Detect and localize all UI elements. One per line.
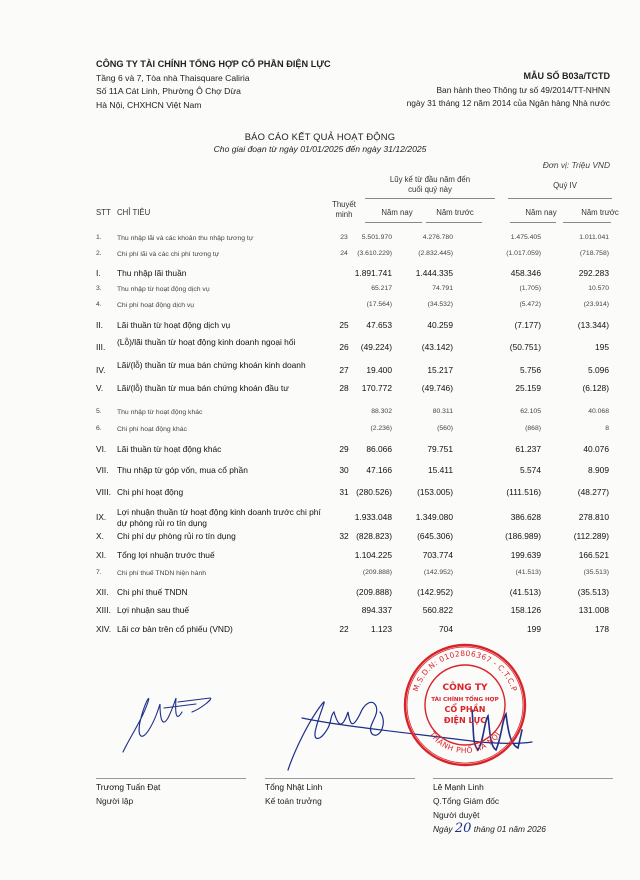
row-value-ytd-this-year: 1.891.741 [354,268,392,278]
row-value-quarter-this-year: 386.628 [510,512,541,522]
row-note: 24 [340,250,348,257]
row-value-quarter-prior-year: 166.521 [578,550,609,560]
header-ytd-rule [365,198,495,199]
row-note: 25 [339,320,349,330]
header-note-line-1: Thuyết [332,200,356,209]
row-stt: I. [96,268,101,278]
row-value-quarter-this-year: (50.751) [509,342,541,352]
row-value-quarter-this-year: (111.516) [506,487,541,497]
row-label: Thu nhập lãi thuần [117,268,187,278]
row-value-ytd-prior-year: (153.005) [417,487,453,497]
row-value-ytd-prior-year: (560) [437,425,453,432]
row-value-ytd-prior-year: 1.444.335 [415,268,453,278]
seal-line-4: ĐIỆN LỰC [443,716,487,725]
company-address-line-3: Hà Nội, CHXHCN Việt Nam [96,99,202,110]
row-value-ytd-this-year: (49.224) [360,342,392,352]
company-address-line-1: Tầng 6 và 7, Tòa nhà Thaisquare Caliria [96,72,250,83]
row-label: (Lỗ)/lãi thuần từ hoạt động kinh doanh ngoại hối [117,337,296,347]
row-label: Chi phí hoạt động dịch vụ [117,302,195,309]
report-title: BÁO CÁO KẾT QUẢ HOẠT ĐỘNG [244,131,396,142]
preparer-role: Người lập [96,796,134,806]
row-label: Lợi nhuận sau thuế [117,605,190,615]
signature-rule-accountant [265,778,415,779]
row-value-ytd-prior-year: (645.306) [417,531,453,541]
row-value-quarter-this-year: 61.237 [515,444,541,454]
header-item: CHỈ TIÊU [117,208,151,217]
row-stt: X. [96,531,104,541]
row-value-quarter-prior-year: 178 [595,624,609,634]
row-label: Chi phí thuế TNDN [117,587,188,597]
row-label: Lãi/(lỗ) thuần từ mua bán chứng khoán đầu tư [117,383,289,393]
row-value-ytd-prior-year: (2.832.445) [418,250,453,257]
row-note: 31 [339,487,349,497]
row-label: Lãi cơ bản trên cổ phiếu (VND) [117,624,233,634]
company-info [96,58,331,112]
row-note: 26 [339,342,349,352]
row-note: 29 [339,444,349,454]
row-stt: IV. [96,365,106,375]
row-value-quarter-prior-year: (6.128) [582,383,609,393]
row-value-ytd-this-year: (3.610.229) [357,250,392,257]
row-label: Chi phí thuế TNDN hiện hành [117,570,207,577]
row-value-quarter-this-year: 458.346 [510,268,541,278]
row-value-ytd-this-year: (209.888) [362,569,392,576]
row-note: 30 [339,465,349,475]
row-value-ytd-prior-year: 15.217 [427,365,453,375]
row-value-quarter-this-year: (1.017.059) [506,250,541,257]
preparer-signature [118,682,228,762]
row-value-quarter-prior-year: 5.096 [588,365,609,375]
row-value-quarter-prior-year: (718.758) [579,250,609,257]
header-quarter-rule [508,198,612,199]
row-stt: 2. [96,250,102,257]
row-value-ytd-prior-year: 704 [439,624,453,634]
row-label: Chi phí dự phòng rủi ro tín dụng [117,531,236,541]
row-stt: VIII. [96,487,111,497]
row-value-quarter-prior-year: (48.277) [577,487,609,497]
director-name: Lê Mạnh Linh [433,782,484,792]
accountant-block [265,780,322,808]
row-value-ytd-prior-year: (142.952) [423,569,453,576]
row-value-ytd-prior-year: (49.746) [421,383,453,393]
row-value-ytd-this-year: 1.104.225 [354,550,392,560]
row-value-quarter-this-year: 5.574 [520,465,541,475]
row-stt: 6. [96,425,102,432]
row-stt: VI. [96,444,107,454]
row-stt: XII. [96,587,109,597]
row-value-ytd-this-year: 1.933.048 [354,512,392,522]
approver-label: Người duyệt [433,810,480,820]
signature-rule-director [433,778,613,779]
report-unit: Đơn vị: Triệu VND [542,160,610,170]
row-value-quarter-this-year: 158.126 [510,605,541,615]
row-value-quarter-prior-year: (13.344) [577,320,609,330]
approval-date [433,822,546,836]
form-code: MẪU SỐ B03a/TCTD [523,71,610,81]
row-value-quarter-this-year: 199.639 [510,550,541,560]
row-stt: XIV. [96,624,112,634]
row-value-ytd-prior-year: 74.791 [432,285,453,292]
row-value-ytd-this-year: 86.066 [366,444,392,454]
header-stt: STT [96,208,111,217]
seal-ring-bottom-text: THÀNH PHỐ HÀ NỘI [427,729,503,756]
row-label: Chi phí hoạt động khác [117,426,187,433]
row-value-quarter-prior-year: 40.068 [588,408,609,415]
row-value-ytd-this-year: 19.400 [366,365,392,375]
header-this-year-quarter: Năm nay [525,208,557,217]
company-name: CÔNG TY TÀI CHÍNH TỔNG HỢP CỔ PHẦN ĐIỆN LỰC [96,59,331,69]
row-label: Chi phí hoạt động [117,487,184,497]
row-value-ytd-prior-year: (34.532) [427,301,453,308]
row-value-quarter-prior-year: 1.011.041 [579,234,609,241]
row-stt: XI. [96,550,107,560]
header-ytd-line-1: Lũy kế từ đầu năm đến [389,175,471,184]
row-stt: 7. [96,569,102,576]
row-value-ytd-prior-year: 40.259 [427,320,453,330]
form-issued-line-1: Ban hành theo Thông tư số 49/2014/TT-NHNN [436,84,610,95]
row-value-quarter-prior-year: 8.909 [588,465,609,475]
row-value-quarter-this-year: (1.705) [519,285,541,292]
row-value-ytd-this-year: (280.526) [356,487,392,497]
header-prior-year-quarter: Năm trước [581,208,619,217]
accountant-name: Tổng Nhật Linh [265,782,323,792]
form-info [407,70,610,111]
header-ytd-line-2: cuối quý này [408,185,452,194]
row-value-quarter-prior-year: (23.914) [583,301,609,308]
header-col-rule-3 [510,222,556,223]
row-value-ytd-prior-year: 560.822 [422,605,453,615]
row-label: Lãi/(lỗ) thuần từ mua bán chứng khoán kinh doanh [117,360,306,370]
company-address-line-2: Số 11A Cát Linh, Phường Ô Chợ Dừa [96,86,241,97]
row-note: 22 [339,624,349,634]
signature-rule-preparer [96,778,246,779]
header-note-line-2: minh [335,210,353,219]
row-note: 32 [339,531,349,541]
row-stt: 4. [96,301,102,308]
row-value-ytd-this-year: 47.653 [366,320,392,330]
row-value-ytd-prior-year: (142.952) [417,587,453,597]
row-value-ytd-this-year: 1.123 [371,624,392,634]
seal-line-2: TÀI CHÍNH TỔNG HỢP [431,697,499,703]
row-value-ytd-this-year: 88.302 [371,408,392,415]
header-quarter: Quý IV [553,181,577,190]
row-value-quarter-this-year: (5.472) [519,301,541,308]
svg-text:THÀNH PHỐ HÀ NỘI [427,729,502,755]
seal-line-3: CỔ PHẦN [444,705,486,714]
row-value-quarter-this-year: (7.177) [514,320,541,330]
row-value-quarter-prior-year: (112.289) [573,531,609,541]
seal-ring-top-text: M.S.D.N: 0102806367 - C.T.C.P [411,648,519,693]
row-stt: 1. [96,234,102,241]
date-suffix: tháng 01 năm 2026 [473,824,546,834]
row-value-quarter-this-year: (868) [525,425,541,432]
row-value-ytd-prior-year: 703.774 [422,550,453,560]
header-col-rule-4 [563,222,611,223]
company-seal [400,640,530,770]
row-value-ytd-prior-year: (43.142) [421,342,453,352]
seal-line-1: CÔNG TY [442,683,488,693]
header-prior-year-ytd: Năm trước [436,208,474,217]
row-value-quarter-this-year: 5.756 [520,365,541,375]
row-value-ytd-this-year: 170.772 [361,383,392,393]
row-value-ytd-this-year: 5.501.970 [361,234,392,241]
row-note: 27 [339,365,349,375]
row-label: Lãi thuần từ hoạt động khác [117,444,222,454]
row-stt: 5. [96,408,102,415]
preparer-name: Trương Tuấn Đạt [96,782,161,792]
row-label: Lợi nhuận thuần từ hoạt động kinh doanh trước chi phí dự phòng rủi ro tín dụng [117,507,321,528]
row-value-ytd-this-year: 65.217 [371,285,392,292]
row-label: Thu nhập từ góp vốn, mua cổ phần [117,465,248,475]
row-stt: VII. [96,465,109,475]
row-stt: XIII. [96,605,111,615]
row-value-ytd-prior-year: 4.276.780 [422,234,453,241]
row-value-quarter-this-year: (41.513) [515,569,541,576]
row-label: Thu nhập từ hoạt động khác [117,409,203,416]
row-value-ytd-this-year: (2.236) [370,425,392,432]
director-role: Q.Tổng Giám đốc [433,796,500,806]
row-value-quarter-prior-year: 292.283 [578,268,609,278]
row-value-quarter-prior-year: 131.008 [578,605,609,615]
row-value-quarter-prior-year: 40.076 [583,444,609,454]
date-prefix: Ngày [433,824,453,834]
header-col-rule-2 [426,222,482,223]
row-stt: V. [96,383,104,393]
row-value-ytd-prior-year: 79.751 [427,444,453,454]
row-value-quarter-this-year: 199 [527,624,541,634]
row-stt: II. [96,320,103,330]
row-value-ytd-this-year: (828.823) [356,531,392,541]
row-stt: III. [96,342,106,352]
row-value-quarter-prior-year: 195 [595,342,609,352]
row-label: Chi phí lãi và các chi phí tương tự [117,251,220,258]
date-day-handwritten: 20 [454,821,472,836]
row-value-ytd-this-year: (209.888) [356,587,392,597]
accountant-role: Kế toán trưởng [265,796,322,806]
row-label: Tổng lợi nhuận trước thuế [117,550,215,560]
row-value-quarter-prior-year: (35.513) [583,569,609,576]
director-block [433,780,546,836]
row-value-quarter-this-year: 62.105 [520,408,541,415]
form-issued-line-2: ngày 31 tháng 12 năm 2014 của Ngân hàng Nhà nước [406,98,610,109]
row-value-ytd-this-year: 894.337 [361,605,392,615]
row-value-ytd-prior-year: 15.411 [428,465,453,475]
report-period: Cho giai đoạn từ ngày 01/01/2025 đến ngày 31/12/2025 [213,144,427,154]
row-value-quarter-prior-year: 10.570 [588,285,609,292]
row-stt: IX. [96,512,107,522]
row-label: Thu nhập từ hoạt động dịch vụ [117,286,210,293]
header-this-year-ytd: Năm nay [381,208,413,217]
preparer-block [96,780,160,808]
row-note: 28 [339,383,349,393]
row-value-quarter-prior-year: 8 [605,425,609,432]
row-value-quarter-this-year: 25.159 [515,383,541,393]
row-value-quarter-this-year: (41.513) [509,587,541,597]
header-col-rule-1 [365,222,422,223]
row-value-quarter-prior-year: (35.513) [577,587,609,597]
row-value-quarter-prior-year: 278.810 [578,512,609,522]
row-value-ytd-this-year: 47.166 [366,465,392,475]
row-value-quarter-this-year: (186.989) [505,531,541,541]
row-value-ytd-this-year: (17.564) [366,301,392,308]
row-note: 23 [340,234,348,241]
row-label: Lãi thuần từ hoạt động dịch vụ [117,320,231,330]
row-label: Thu nhập lãi và các khoản thu nhập tương tự [117,235,254,242]
row-value-quarter-this-year: 1.475.405 [510,234,541,241]
row-value-ytd-prior-year: 1.349.080 [415,512,453,522]
row-value-ytd-prior-year: 80.311 [432,408,453,415]
row-stt: 3. [96,285,102,292]
